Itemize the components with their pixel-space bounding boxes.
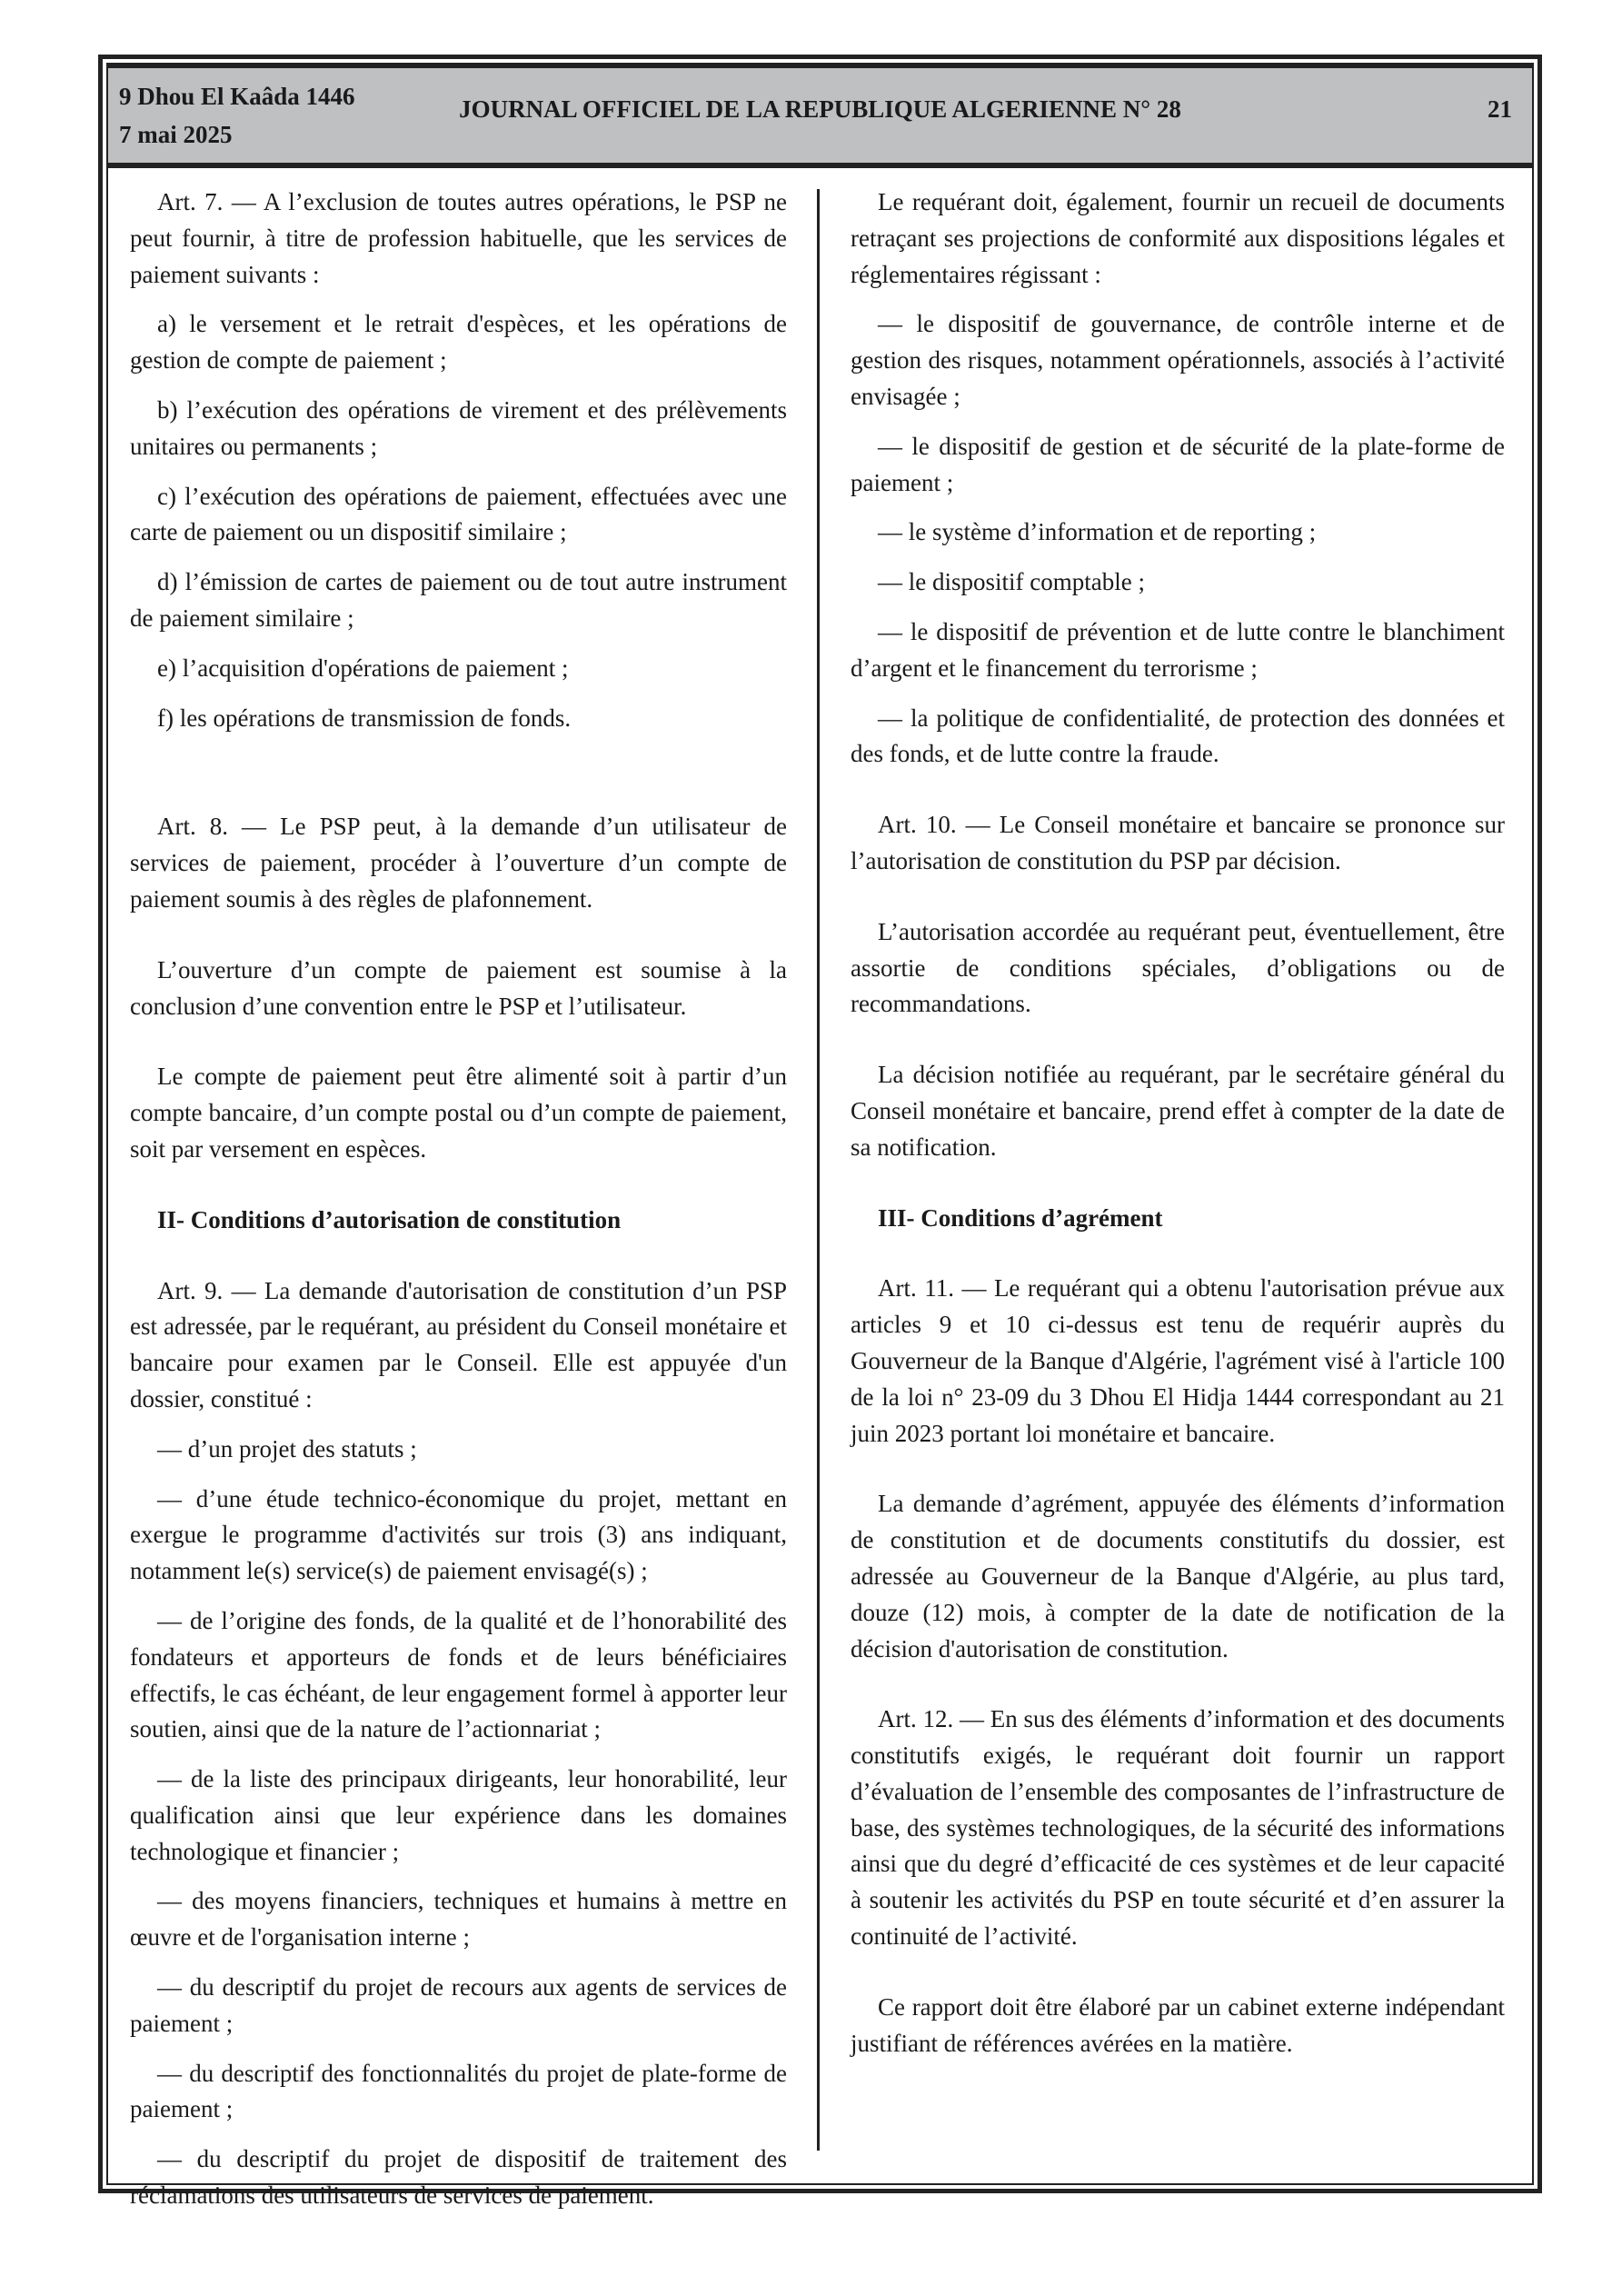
list-item: — le dispositif comptable ; (878, 568, 1145, 596)
list-item: — du descriptif du projet de recours aux agents de services de paiement ; (130, 1973, 787, 2037)
list-item: b) l’exécution des opérations de virement et des prélèvements unitaires ou permanents ; (130, 395, 787, 460)
list-item: — du descriptif du projet de dispositif de traitement des réclamations des utilisateurs de services de paiement. (130, 2145, 787, 2210)
paragraph: La décision notifiée au requérant, par le secrétaire général du Conseil monétaire et bancaire, prend effet à compter de la date de sa notification. (851, 1061, 1505, 1161)
section-heading: III- Conditions d’agrément (878, 1203, 1163, 1232)
list-item: — d’une étude technico-économique du projet, mettant en exergue le programme d'activités sur trois (3) ans indiquant, notamment le(s) service(s) de paiement envisagé(s) ; (130, 1484, 787, 1585)
article-12: Art. 12. — En sus des éléments d’information et des documents constitutifs exigés, le requérant doit fournir un rapport d’évaluation de l’ensemble des composantes de l’infrastructure de base, des systèmes technologiques, de la sécurité des informations ainsi que du degré d’efficacité de ces systèmes et de leur capacité à soutenir les activités du PSP en toute sécurité et d’en assurer la continuité de l’activité. (851, 1705, 1505, 1951)
paragraph: Ce rapport doit être élaboré par un cabinet externe indépendant justifiant de références avérées en la matière. (851, 1992, 1505, 2057)
article-7: Art. 7. — A l’exclusion de toutes autres opérations, le PSP ne peut fournir, à titre de profession habituelle, que les services de paiement suivants : (130, 188, 787, 288)
list-item: e) l’acquisition d'opérations de paiement ; (157, 654, 569, 682)
list-item: — des moyens financiers, techniques et humains à mettre en œuvre et de l'organisation interne ; (130, 1887, 787, 1952)
list-item: a) le versement et le retrait d'espèces, et les opérations de gestion de compte de paiement ; (130, 310, 787, 374)
list-item: — le dispositif de prévention et de lutte contre le blanchiment d’argent et le financement du terrorisme ; (851, 617, 1505, 682)
left-column (130, 185, 787, 2214)
list-item: — d’un projet des statuts ; (157, 1434, 417, 1462)
page-number: 21 (1488, 95, 1512, 123)
paragraph: La demande d’agrément, appuyée des éléments d’information de constitution et de documents constitutifs du dossier, est adressée au Gouverneur de la Banque d'Algérie, au plus tard, douze (12) mois, à compter de la date de notification de la décision d'autorisation de constitution. (851, 1490, 1505, 1662)
list-item: — la politique de confidentialité, de protection des données et des fonds, et de lutte contre la fraude. (851, 704, 1505, 768)
journal-title: JOURNAL OFFICIEL DE LA REPUBLIQUE ALGERIENNE N° 28 (459, 95, 1181, 123)
paragraph: L’ouverture d’un compte de paiement est soumise à la conclusion d’une convention entre le PSP et l’utilisateur. (130, 955, 787, 1020)
list-item: f) les opérations de transmission de fonds. (157, 704, 572, 732)
paragraph: L’autorisation accordée au requérant peut, éventuellement, être assortie de conditions spéciales, d’obligations ou de recommandations. (851, 917, 1505, 1018)
right-column (851, 185, 1505, 2061)
list-item: — le système d’information et de reporting ; (878, 518, 1317, 546)
list-item: — le dispositif de gouvernance, de contrôle interne et de gestion des risques, notamment opérationnels, associés à l’activité envisagée ; (851, 310, 1505, 410)
list-item: — du descriptif des fonctionnalités du projet de plate-forme de paiement ; (130, 2059, 787, 2123)
gregorian-date: 7 mai 2025 (119, 121, 233, 148)
section-heading: II- Conditions d’autorisation de constitution (157, 1205, 622, 1233)
article-10: Art. 10. — Le Conseil monétaire et bancaire se prononce sur l’autorisation de constitution du PSP par décision. (851, 811, 1505, 874)
list-item: — de l’origine des fonds, de la qualité et de l’honorabilité des fondateurs et apporteurs de fonds et de leurs bénéficiaires effectifs, le cas échéant, de leur engagement formel à apporter leur soutien, ainsi que de la nature de l’actionnariat ; (130, 1606, 787, 1743)
hijri-date: 9 Dhou El Kaâda 1446 (119, 83, 355, 110)
article-9: Art. 9. — La demande d'autorisation de constitution d’un PSP est adressée, par le requérant, au président du Conseil monétaire et bancaire pour examen par le Conseil. Elle est appuyée d'un dossier, constitué : (130, 1276, 787, 1413)
paragraph: Le requérant doit, également, fournir un recueil de documents retraçant ses projections de conformité aux dispositions légales et réglementaires régissant : (851, 188, 1505, 288)
article-8: Art. 8. — Le PSP peut, à la demande d’un utilisateur de services de paiement, procéder à l’ouverture d’un compte de paiement soumis à des règles de plafonnement. (130, 813, 787, 913)
list-item: c) l’exécution des opérations de paiement, effectuées avec une carte de paiement ou un dispositif similaire ; (130, 482, 787, 546)
column-divider (817, 189, 820, 2151)
list-item: — de la liste des principaux dirigeants, leur honorabilité, leur qualification ainsi que leur expérience dans les domaines technologique et financier ; (130, 1765, 787, 1865)
list-item: d) l’émission de cartes de paiement ou de tout autre instrument de paiement similaire ; (130, 568, 787, 632)
journal-header (108, 65, 1532, 168)
paragraph: Le compte de paiement peut être alimenté soit à partir d’un compte bancaire, d’un compte postal ou d’un compte de paiement, soit par versement en espèces. (130, 1063, 787, 1163)
list-item: — le dispositif de gestion et de sécurité de la plate-forme de paiement ; (851, 432, 1505, 496)
article-11: Art. 11. — Le requérant qui a obtenu l'autorisation prévue aux articles 9 et 10 ci-dessus est tenu de requérir auprès du Gouverneur de la Banque d'Algérie, l'agrément visé à l'article 100 de la loi n° 23-09 du 3 Dhou El Hidja 1444 correspondant au 21 juin 2023 portant loi monétaire et bancaire. (851, 1274, 1505, 1447)
